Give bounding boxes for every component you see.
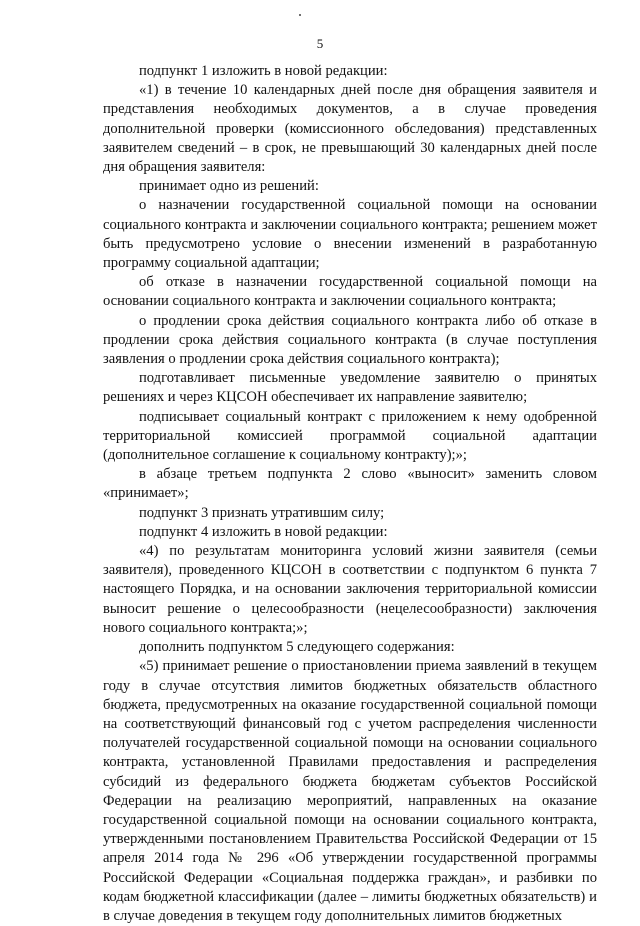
paragraph: «1) в течение 10 календарных дней после дня обращения заявителя и представления необходимых документов, а в случае проведения дополнительной проверки (комиссионного обследования) представленных заявителем сведений – в срок, не превышающий 30 календарных дней после дня обращения заявителя:	[103, 82, 597, 176]
paragraph: подпункт 1 изложить в новой редакции:	[139, 63, 388, 79]
paragraph: принимает одно из решений:	[139, 178, 319, 195]
paragraph: об отказе в назначении государственной социальной помощи на основании социального контракта и заключении социального контракта;	[103, 274, 597, 310]
paragraph: подготавливает письменные уведомление заявителю о принятых решениях и через КЦСОН обеспечивает их направление заявителю;	[103, 370, 597, 406]
paragraph: подпункт 3 признать утратившим силу;	[139, 504, 385, 521]
paragraph: «5) принимает решение о приостановлении приема заявлений в текущем году в случае отсутствия лимитов бюджетных обязательств областного бюджета, предусмотренных на оказание государственной социальной помощи на соответствующий финансовый год с учетом распределения численности получателей государственной социальной помощи на основании социального контракта, установленной Правилами предоставления и распределения субсидий из федерального бюджета бюджетам субъектов Российской Федерации на реализацию мероприятий, направленных на оказание государственной социальной помощи на основании социального контракта, утвержденными постановлением Правительства Российской Федерации от 15 апреля 2014 года № 296 «Об утверждении государственной программы Российской Федерации «Социальная поддержка граждан», и разбивки по кодам бюджетной классификации (далее – лимиты бюджетных обязательств) и в случае доведения в текущем году дополнительных лимитов бюджетных	[103, 658, 597, 924]
paragraph: о продлении срока действия социального контракта либо об отказе в продлении срока действия социального контракта (в случае поступления заявления о продлении срока действия социального контракта);	[103, 312, 597, 368]
paragraph: о назначении государственной социальной помощи на основании социального контракта и заключении социального контракта; решением может быть предусмотрено условие о внесении изменений в разработанную программу социальной адаптации;	[103, 197, 597, 272]
page-number: 5	[316, 36, 324, 51]
paragraph: подписывает социальный контракт с приложением к нему одобренной территориальной комиссией программой социальной адаптации (дополнительное соглашение к социальному контракту);»;	[103, 408, 597, 464]
paragraph: в абзаце третьем подпункта 2 слово «выносит» заменить словом «принимает»;	[103, 466, 597, 502]
document-body	[103, 62, 597, 926]
scan-speck	[299, 14, 301, 16]
paragraph: дополнить подпунктом 5 следующего содержания:	[139, 639, 455, 656]
paragraph: «4) по результатам мониторинга условий жизни заявителя (семьи заявителя), проведенного КЦСОН в соответствии с подпунктом 6 пункта 7 настоящего Порядка, и на основании заключения территориальной комиссии выносит решение о целесообразности (нецелесообразности) заключения нового социального контракта;»;	[103, 543, 597, 636]
paragraph: подпункт 4 изложить в новой редакции:	[139, 523, 388, 540]
